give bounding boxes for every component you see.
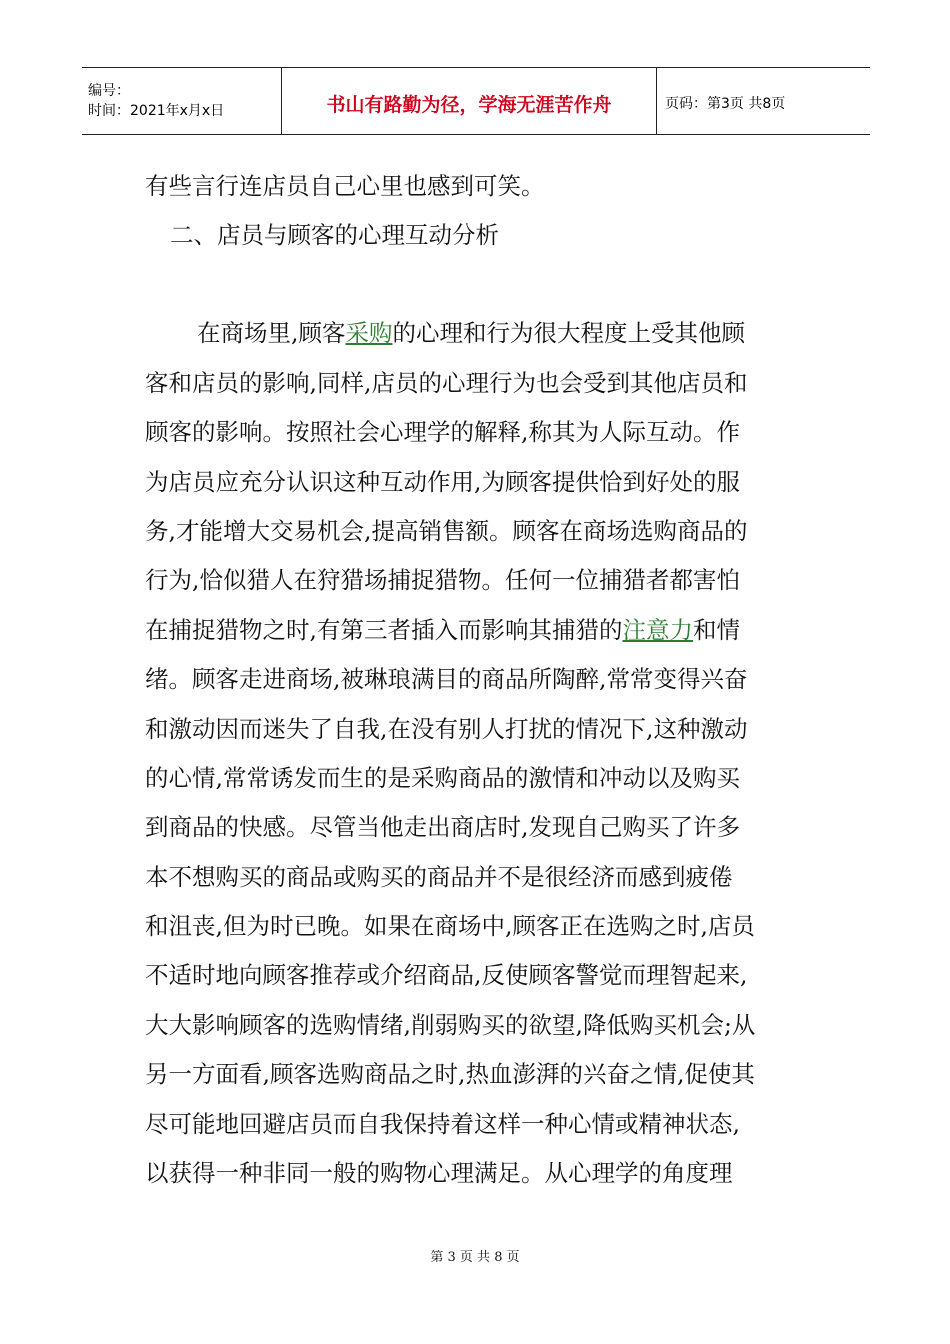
- link-attention[interactable]: 注意力: [622, 615, 693, 644]
- text-line: 务,才能增大交易机会,提高销售额。顾客在商场选购商品的: [145, 516, 748, 545]
- text-segment: 在捕捉猎物之时,有第三者插入而影响其捕猎的: [145, 615, 623, 644]
- header-meta: [82, 68, 282, 134]
- link-procurement[interactable]: 采购: [345, 319, 393, 348]
- page-footer: [0, 1246, 950, 1265]
- footer-page-number: 第 3 页 共 8 页: [430, 1250, 520, 1265]
- text-line: 绪。顾客走进商场,被琳琅满目的商品所陶醉,常常变得兴奋: [145, 665, 748, 694]
- text-line: 和沮丧,但为时已晚。如果在商场中,顾客正在选购之时,店员: [145, 912, 755, 941]
- section-heading: [145, 211, 813, 309]
- text-line: 另一方面看,顾客选购商品之时,热血澎湃的兴奋之情,促使其: [145, 1060, 755, 1089]
- text-segment: 和情: [692, 615, 740, 644]
- text-line: 尽可能地回避店员而自我保持着这样一种心情或精神状态,: [145, 1109, 740, 1138]
- text-line: 本不想购买的商品或购买的商品并不是很经济而感到疲倦: [145, 862, 733, 891]
- header-motto: [282, 68, 657, 134]
- text-line: 行为,恰似猎人在狩猎场捕捉猎物。任何一位捕猎者都害怕: [145, 566, 740, 595]
- text-line: 以获得一种非同一般的购物心理满足。从心理学的角度理: [145, 1159, 733, 1188]
- text-segment: 在商场里,顾客: [197, 319, 346, 348]
- text-line: 有些言行连店员自己心里也感到可笑。: [145, 172, 545, 200]
- section-heading-text: 二、店员与顾客的心理互动分析: [170, 221, 499, 250]
- text-line: 顾客的影响。按照社会心理学的解释,称其为人际互动。作: [145, 418, 740, 447]
- header-page-info: [657, 68, 870, 134]
- text-line: 客和店员的影响,同样,店员的心理行为也会受到其他店员和: [145, 368, 748, 397]
- motto-text: 书山有路勤为径，学海无涯苦作舟: [326, 93, 612, 116]
- text-line: [145, 606, 813, 655]
- text-segment: 的心理和行为很大程度上受其他顾: [392, 319, 745, 348]
- text-line: 为店员应充分认识这种互动作用,为顾客提供恰到好处的服: [145, 467, 740, 496]
- text-line: 大大影响顾客的选购情绪,削弱购买的欲望,降低购买机会;从: [145, 1010, 756, 1039]
- text-line: [145, 309, 813, 358]
- text-line: 到商品的快感。尽管当他走出商店时,发现自己购买了许多: [145, 813, 740, 842]
- page-header: [82, 67, 870, 135]
- document-body: [145, 162, 813, 1198]
- text-line: 不适时地向顾客推荐或介绍商品,反使顾客警觉而理智起来,: [145, 961, 748, 990]
- document-time-label: 时间：2021年x月x日: [88, 103, 225, 119]
- document-number-label: 编号：: [88, 83, 130, 99]
- text-line: 的心情,常常诱发而生的是采购商品的激情和冲动以及购买: [145, 763, 740, 792]
- page-number-label: 页码：第3页 共8页: [665, 96, 786, 112]
- text-line: 和激动因而迷失了自我,在没有别人打扰的情况下,这种激动: [145, 714, 748, 743]
